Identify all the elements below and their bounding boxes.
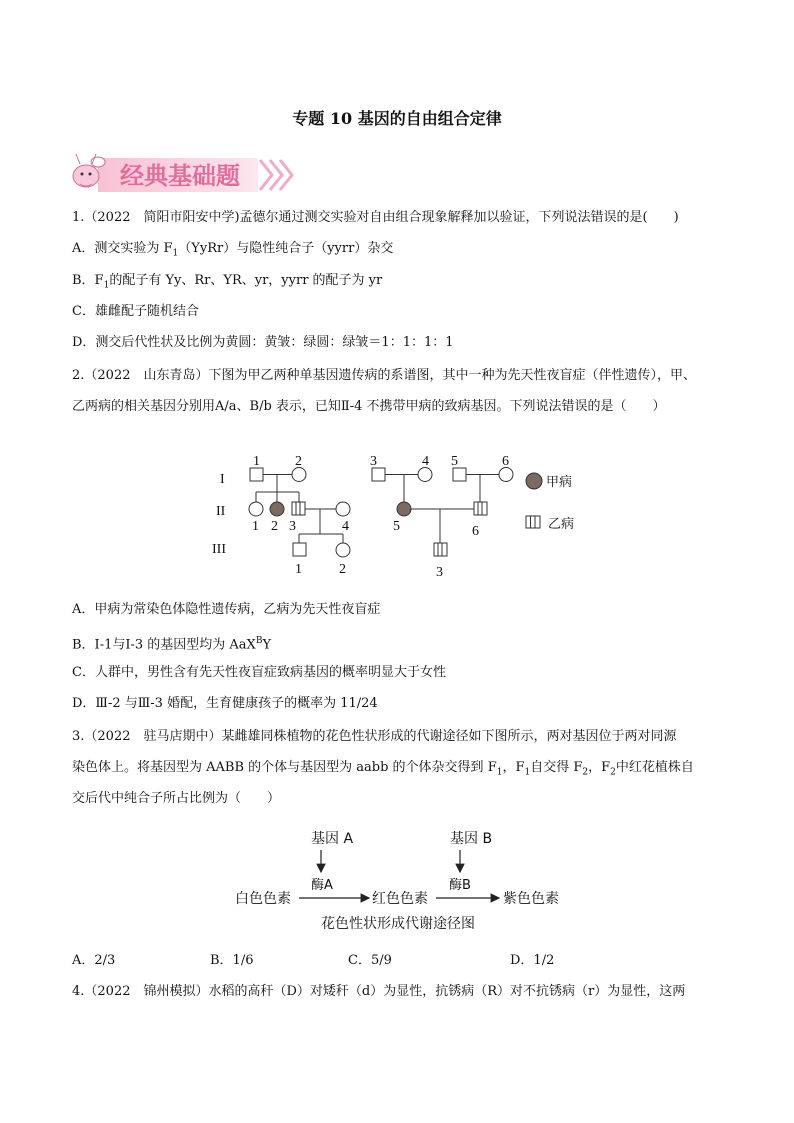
section-banner bbox=[68, 148, 298, 196]
legend-affected-a-icon bbox=[526, 473, 542, 489]
q3-option-a: A．2/3 bbox=[72, 953, 116, 968]
pedigree-chart bbox=[208, 440, 608, 580]
q2-stem-line1: 2.（2022 山东青岛）下图为甲乙两种单基因遗传病的系谱图，其中一种为先天性夜盲症（伴性遗传），甲、 bbox=[72, 368, 696, 383]
q3-stem-line3: 交后代中纯合子所占比例为（ ） bbox=[72, 791, 281, 806]
svg-text:基因 A: 基因 A bbox=[311, 831, 354, 847]
svg-text:5: 5 bbox=[451, 454, 458, 469]
svg-text:酶B: 酶B bbox=[449, 878, 471, 893]
svg-text:白色色素: 白色色素 bbox=[235, 891, 291, 907]
pedigree-male-I5 bbox=[453, 468, 466, 481]
q2-option-c: C．人群中，男性含有先天性夜盲症致病基因的概率明显大于女性 bbox=[72, 665, 446, 680]
pedigree-female-II4 bbox=[336, 502, 350, 516]
svg-text:乙病: 乙病 bbox=[548, 517, 575, 532]
q4-stem: 4.（2022 锦州模拟）水稻的高秆（D）对矮秆（d）为显性，抗锈病（R）对不抗锈病（r）为显性，这两 bbox=[72, 984, 686, 999]
q2-stem-line2: 乙两病的相关基因分别用A/a、B/b 表示，已知Ⅱ-4 不携带甲病的致病基因。下列说法错误的是（ ） bbox=[72, 399, 666, 414]
legend-affected-b-icon bbox=[526, 516, 540, 528]
svg-text:红色色素: 红色色素 bbox=[372, 891, 428, 907]
pedigree-female-II1 bbox=[249, 502, 263, 516]
chevron-decoration-icon bbox=[260, 160, 292, 190]
svg-text:1: 1 bbox=[252, 519, 259, 534]
q3-options bbox=[72, 951, 732, 971]
svg-text:6: 6 bbox=[502, 454, 509, 469]
svg-text:紫色色素: 紫色色素 bbox=[503, 891, 559, 907]
svg-text:II: II bbox=[216, 504, 226, 519]
svg-text:甲病: 甲病 bbox=[546, 475, 573, 490]
banner-text: 经典基础题 bbox=[120, 162, 240, 190]
svg-text:2: 2 bbox=[271, 519, 278, 534]
pedigree-female-I4 bbox=[418, 468, 432, 482]
q1-stem: 1.（2022 简阳市阳安中学)孟德尔通过测交实验对自由组合现象解释加以验证，下列说法错误的是( ) bbox=[72, 210, 679, 225]
page-title: 专题 10 基因的自由组合定律 bbox=[292, 109, 502, 128]
svg-text:2: 2 bbox=[295, 454, 302, 469]
q1-option-a: A．测交实验为 $F_1(YyRr)$与隐性纯合子（yyrr）杂交 bbox=[72, 241, 394, 259]
pedigree-male-I1 bbox=[250, 468, 263, 481]
metabolic-pathway-diagram bbox=[225, 822, 575, 937]
pedigree-female-III2 bbox=[336, 543, 350, 557]
q3-stem-line1: 3.（2022 驻马店期中）某雌雄同株植物的花色性状形成的代谢途径如下图所示，两对基因位于两对同源 bbox=[72, 729, 677, 744]
q3-stem-line2: 染色体上。将基因型为 AABB 的个体与基因型为 aabb 的个体杂交得到 $F_1$，$F_1$自交得 $F_2$，$F_2$中红花植株自 bbox=[72, 760, 694, 778]
pedigree-female-I6 bbox=[499, 468, 513, 482]
q3-option-d: D．1/2 bbox=[510, 953, 555, 968]
svg-text:4: 4 bbox=[422, 454, 429, 469]
q2-option-d: D．Ⅲ-2 与Ⅲ-3 婚配，生育健康孩子的概率为 11/24 bbox=[72, 696, 378, 711]
q1-option-b: B．$F_1$的配子有 Yy、Rr、YR、yr，yyrr 的配子为 yr bbox=[72, 273, 383, 291]
pedigree-male-II6-affected-b bbox=[474, 502, 487, 515]
svg-text:3: 3 bbox=[370, 454, 377, 469]
pedigree-male-II3-affected-b bbox=[292, 502, 305, 515]
q1-option-d: D．测交后代性状及比例为黄圆：黄皱：绿圆：绿皱＝1：1：1：1 bbox=[72, 335, 454, 350]
svg-text:6: 6 bbox=[472, 524, 479, 539]
pedigree-male-III3-affected-b bbox=[434, 543, 447, 556]
svg-text:2: 2 bbox=[339, 562, 346, 577]
q3-option-c: C．5/9 bbox=[348, 953, 392, 968]
svg-text:4: 4 bbox=[342, 519, 349, 534]
svg-text:1: 1 bbox=[295, 562, 302, 577]
q2-option-a: A．甲病为常染色体隐性遗传病，乙病为先天性夜盲症 bbox=[72, 602, 381, 617]
svg-text:5: 5 bbox=[393, 519, 400, 534]
svg-text:I: I bbox=[220, 472, 225, 487]
q2-option-b: B．Ⅰ-1与Ⅰ-3 的基因型均为 AaX$^B$Y bbox=[72, 636, 272, 653]
pedigree-female-II5-affected-a bbox=[397, 502, 411, 516]
svg-text:基因 B: 基因 B bbox=[450, 831, 493, 847]
svg-text:酶A: 酶A bbox=[311, 878, 333, 893]
svg-text:3: 3 bbox=[436, 565, 443, 580]
svg-text:1: 1 bbox=[253, 454, 260, 469]
q3-option-b: B．1/6 bbox=[210, 953, 254, 968]
svg-text:3: 3 bbox=[289, 519, 296, 534]
svg-text:III: III bbox=[212, 542, 226, 557]
pedigree-female-I2 bbox=[292, 468, 306, 482]
svg-text:花色性状形成代谢途径图: 花色性状形成代谢途径图 bbox=[321, 916, 475, 932]
pedigree-female-II2-affected-a bbox=[270, 502, 284, 516]
pedigree-male-I3 bbox=[372, 468, 385, 481]
pedigree-male-III1 bbox=[293, 543, 306, 556]
q1-option-c: C．雄雌配子随机结合 bbox=[72, 304, 199, 319]
